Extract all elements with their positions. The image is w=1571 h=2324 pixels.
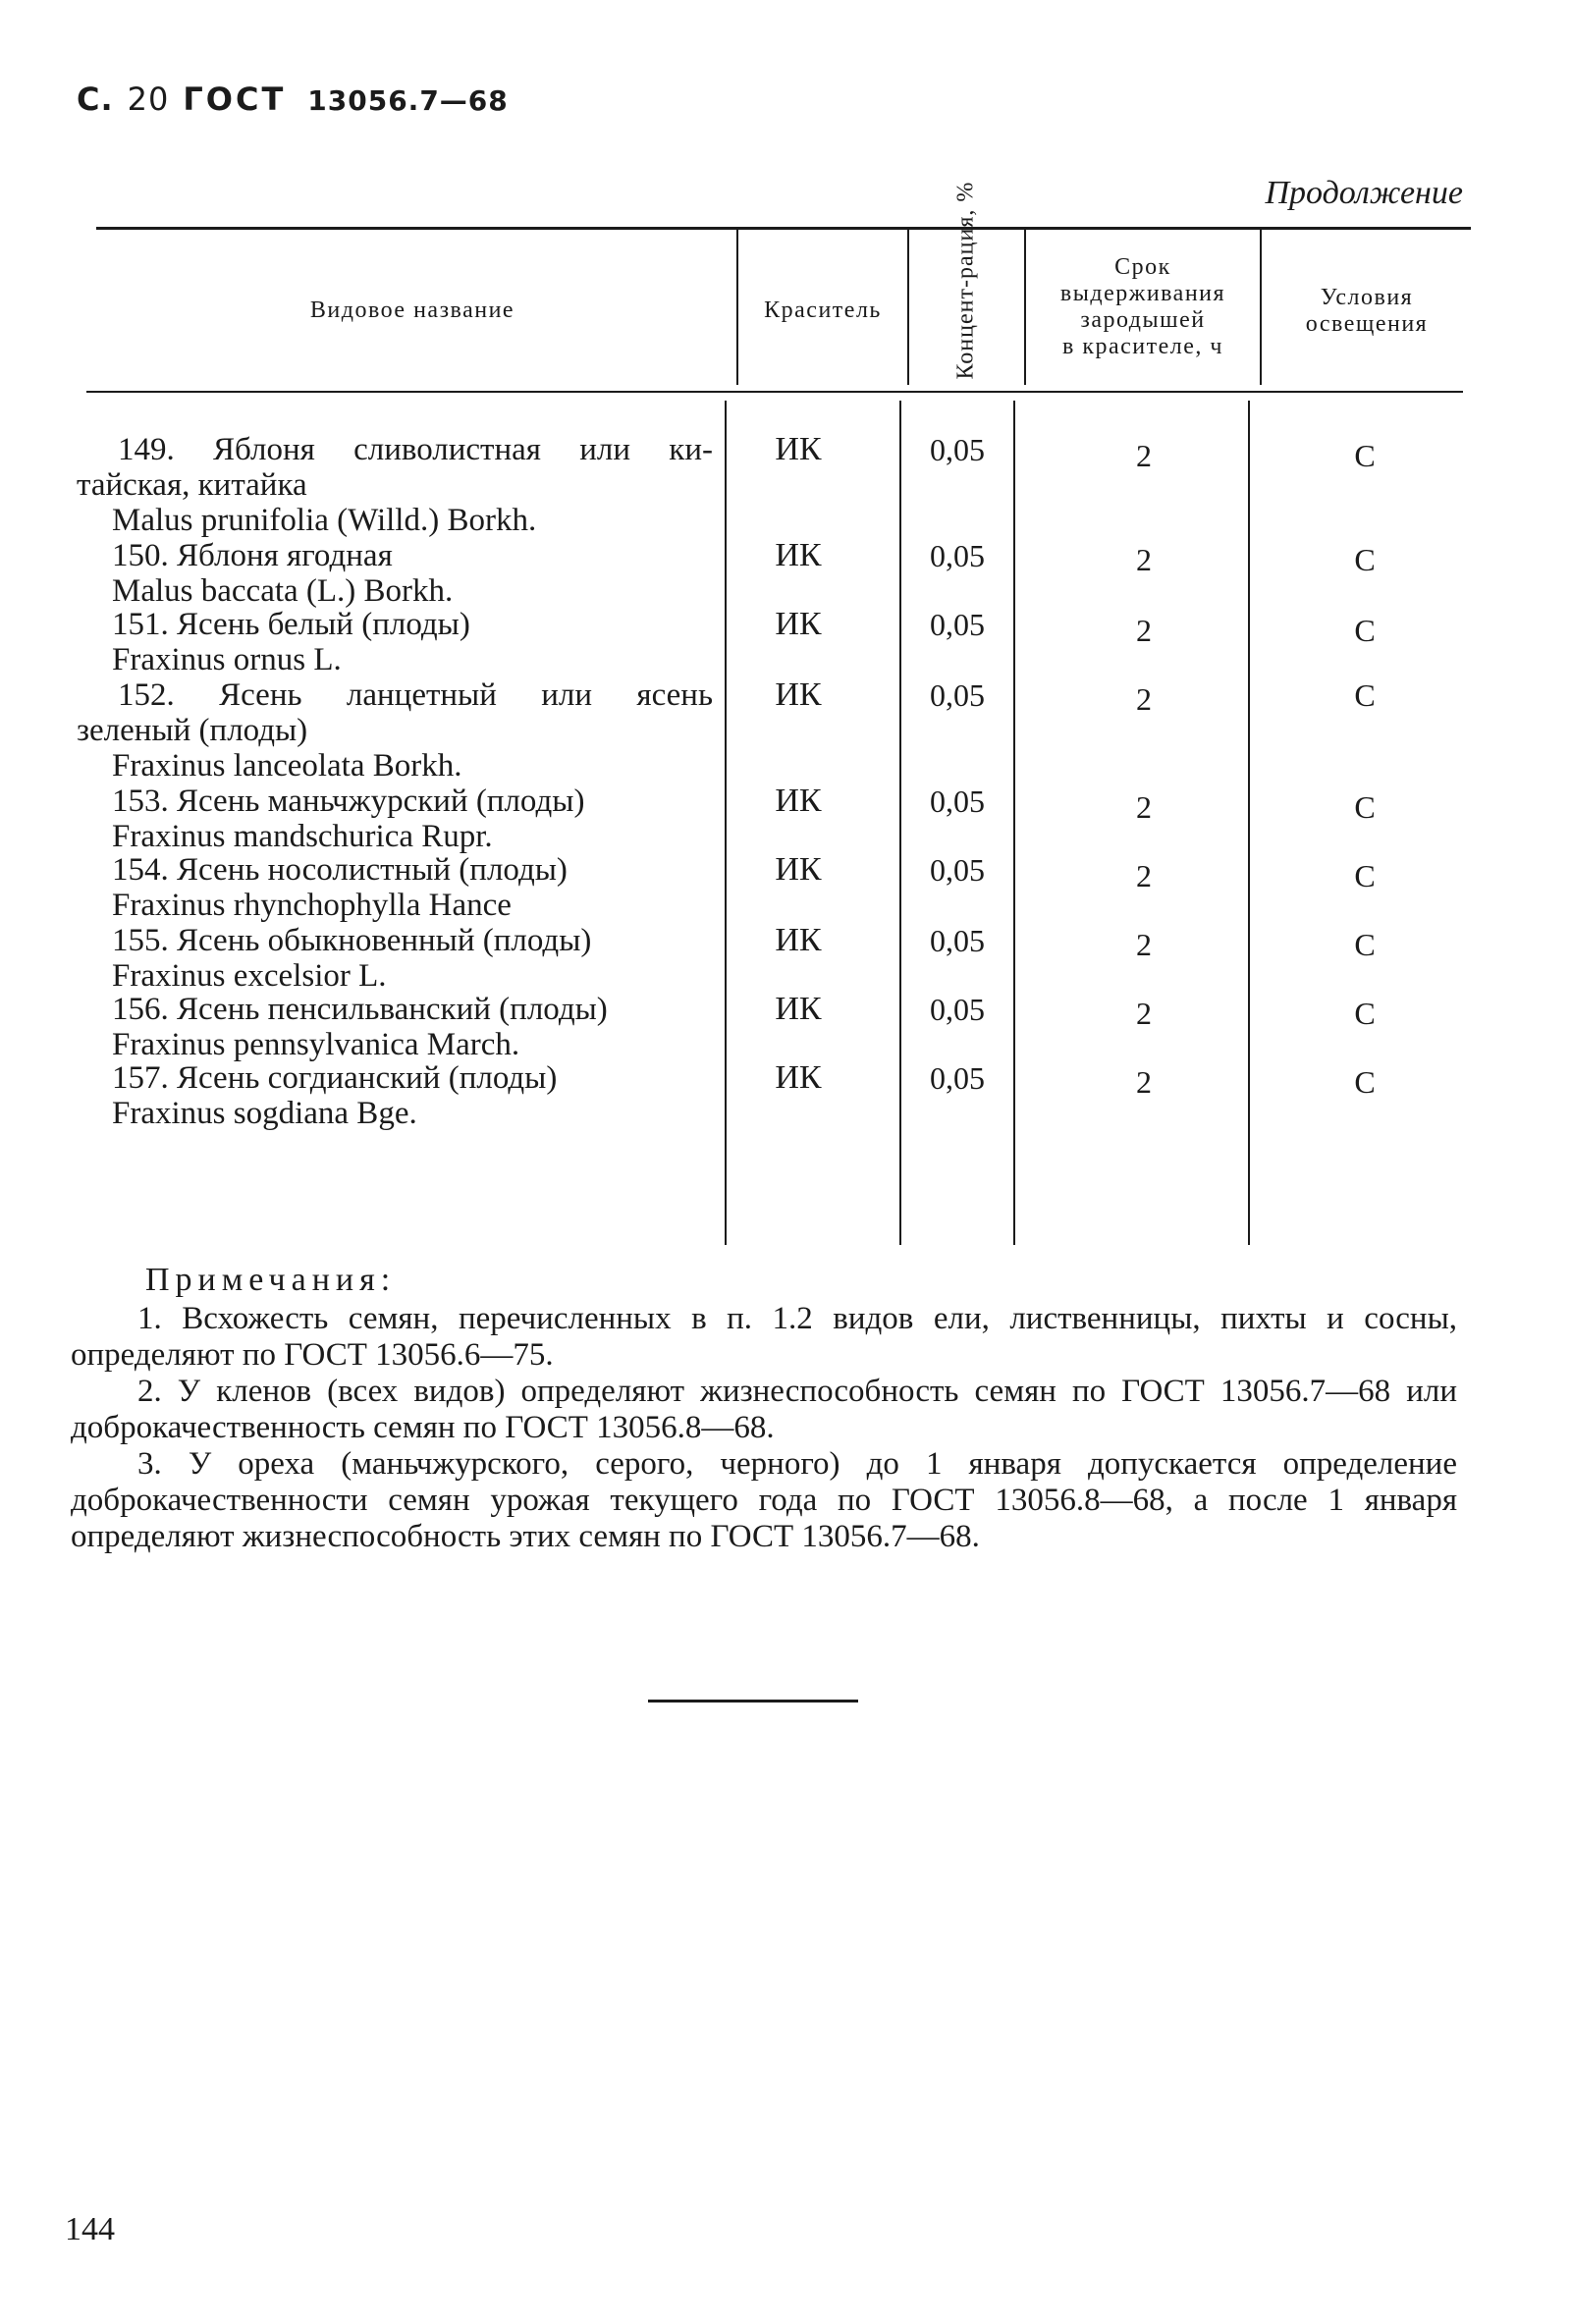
table-row-term: 2 xyxy=(1136,789,1152,825)
table-row-lighting: С xyxy=(1354,542,1376,577)
column-header-lighting-line: освещения xyxy=(1305,311,1429,337)
column-divider xyxy=(1248,401,1250,1245)
table-row-dye: ИК xyxy=(775,851,822,888)
table-row-term: 2 xyxy=(1136,858,1152,893)
table-row-lighting: С xyxy=(1354,438,1376,473)
species-line: тайская, китайка xyxy=(77,467,307,503)
table-row-dye: ИК xyxy=(775,783,822,819)
table-row-concentration: 0,05 xyxy=(930,1060,985,1096)
column-divider xyxy=(1013,401,1015,1245)
table-row-dye: ИК xyxy=(775,676,822,713)
header-prefix: С. xyxy=(77,81,114,118)
species-line: 153. Ясень маньчжурский (плоды) xyxy=(112,784,585,819)
species-line: зеленый (плоды) xyxy=(77,713,308,748)
notes-list xyxy=(71,1301,1457,1555)
species-line: 152. Ясень ланцетный или ясень xyxy=(118,677,713,713)
species-latin-name: Malus prunifolia (Willd.) Borkh. xyxy=(112,503,537,538)
species-latin-name: Fraxinus sogdiana Bge. xyxy=(112,1096,417,1131)
column-header-term-line: в красителе, ч xyxy=(1062,334,1223,359)
species-latin-name: Fraxinus pennsylvanica March. xyxy=(112,1027,520,1062)
table-row-species xyxy=(77,784,713,854)
table-row-concentration: 0,05 xyxy=(930,784,985,819)
table-row-concentration: 0,05 xyxy=(930,992,985,1027)
note-item: 3. У ореха (маньчжурского, серого, черного) до 1 января допускается определение доброкачественности семян урожая текущего года по ГОСТ 13056.8—68, а после 1 января определяют жизнеспособность этих семян по ГОСТ 13056.7—68. xyxy=(71,1446,1457,1554)
notes-title: Примечания: xyxy=(145,1262,397,1298)
table-row-concentration: 0,05 xyxy=(930,607,985,642)
table-row-species xyxy=(77,607,713,677)
column-divider xyxy=(1024,230,1026,385)
table-row-species xyxy=(77,677,713,784)
table-row-lighting: С xyxy=(1354,858,1376,893)
table-top-rule xyxy=(96,227,1471,230)
species-latin-name: Fraxinus excelsior L. xyxy=(112,958,387,994)
column-header-term xyxy=(1027,254,1259,360)
header-standard: ГОСТ xyxy=(183,81,287,118)
species-latin-name: Malus baccata (L.) Borkh. xyxy=(112,573,454,609)
species-line: 154. Ясень носолистный (плоды) xyxy=(112,852,568,888)
column-header-concentration: Концент-рация, % xyxy=(952,181,979,380)
table-header-rule xyxy=(86,391,1463,393)
column-header-lighting-line: Условия xyxy=(1320,285,1414,310)
table-row-term: 2 xyxy=(1136,927,1152,962)
table-row-term: 2 xyxy=(1136,438,1152,473)
table-row-dye: ИК xyxy=(775,606,822,642)
table-row-dye: ИК xyxy=(775,991,822,1027)
table-row-species xyxy=(77,538,713,609)
species-latin-name: Fraxinus ornus L. xyxy=(112,642,342,677)
note-item: 1. Всхожесть семян, перечисленных в п. 1.2 видов ели, лиственницы, пихты и сосны, определяют по ГОСТ 13056.6—75. xyxy=(71,1301,1457,1373)
table-row-lighting: С xyxy=(1354,613,1376,648)
table-row-concentration: 0,05 xyxy=(930,852,985,888)
page-number: 144 xyxy=(65,2211,115,2247)
table-row-term: 2 xyxy=(1136,996,1152,1031)
table-row-lighting: С xyxy=(1354,677,1376,713)
species-latin-name: Fraxinus lanceolata Borkh. xyxy=(112,748,462,784)
page-header xyxy=(77,81,509,118)
continuation-label: Продолжение xyxy=(1265,175,1463,211)
header-standard-number: 13056.7—68 xyxy=(307,84,509,117)
table-row-species xyxy=(77,432,713,538)
column-header-term-line: выдерживания xyxy=(1059,281,1226,306)
column-divider xyxy=(725,401,727,1245)
table-row-term: 2 xyxy=(1136,681,1152,717)
table-row-species xyxy=(77,992,713,1062)
table-row-lighting: С xyxy=(1354,996,1376,1031)
table-row-concentration: 0,05 xyxy=(930,432,985,467)
note-item: 2. У кленов (всех видов) определяют жизнеспособность семян по ГОСТ 13056.7—68 или доброкачественность семян по ГОСТ 13056.8—68. xyxy=(71,1374,1457,1445)
table-row-dye: ИК xyxy=(775,922,822,958)
table-row-dye: ИК xyxy=(775,1059,822,1096)
table-row-concentration: 0,05 xyxy=(930,923,985,958)
species-latin-name: Fraxinus mandschurica Rupr. xyxy=(112,819,493,854)
column-header-term-line: зародышей xyxy=(1080,307,1206,333)
column-header-term-line: Срок xyxy=(1114,254,1171,280)
table-row-lighting: С xyxy=(1354,1064,1376,1100)
table-row-species xyxy=(77,923,713,994)
table-row-term: 2 xyxy=(1136,613,1152,648)
table-row-dye: ИК xyxy=(775,431,822,467)
table-row-concentration: 0,05 xyxy=(930,677,985,713)
table-row-species xyxy=(77,1060,713,1131)
species-line: 151. Ясень белый (плоды) xyxy=(112,607,470,642)
table-row-lighting: С xyxy=(1354,789,1376,825)
section-end-rule xyxy=(648,1700,858,1702)
table-row-lighting: С xyxy=(1354,927,1376,962)
header-page: 20 xyxy=(127,81,170,118)
column-header-dye: Краситель xyxy=(764,297,882,323)
table-row-species xyxy=(77,852,713,923)
species-line: 155. Ясень обыкновенный (плоды) xyxy=(112,923,592,958)
table-row-term: 2 xyxy=(1136,542,1152,577)
column-header-species: Видовое название xyxy=(309,297,515,323)
species-line: 150. Яблоня ягодная xyxy=(112,538,393,573)
column-header-lighting xyxy=(1264,285,1470,338)
species-line: 156. Ясень пенсильванский (плоды) xyxy=(112,992,608,1027)
species-line: 157. Ясень согдианский (плоды) xyxy=(112,1060,558,1096)
column-divider xyxy=(907,230,909,385)
table-row-term: 2 xyxy=(1136,1064,1152,1100)
table-row-dye: ИК xyxy=(775,537,822,573)
species-latin-name: Fraxinus rhynchophylla Hance xyxy=(112,888,512,923)
column-divider xyxy=(1260,230,1262,385)
species-line: 149. Яблоня сливолистная или ки- xyxy=(118,432,713,467)
column-divider xyxy=(899,401,901,1245)
table-row-concentration: 0,05 xyxy=(930,538,985,573)
